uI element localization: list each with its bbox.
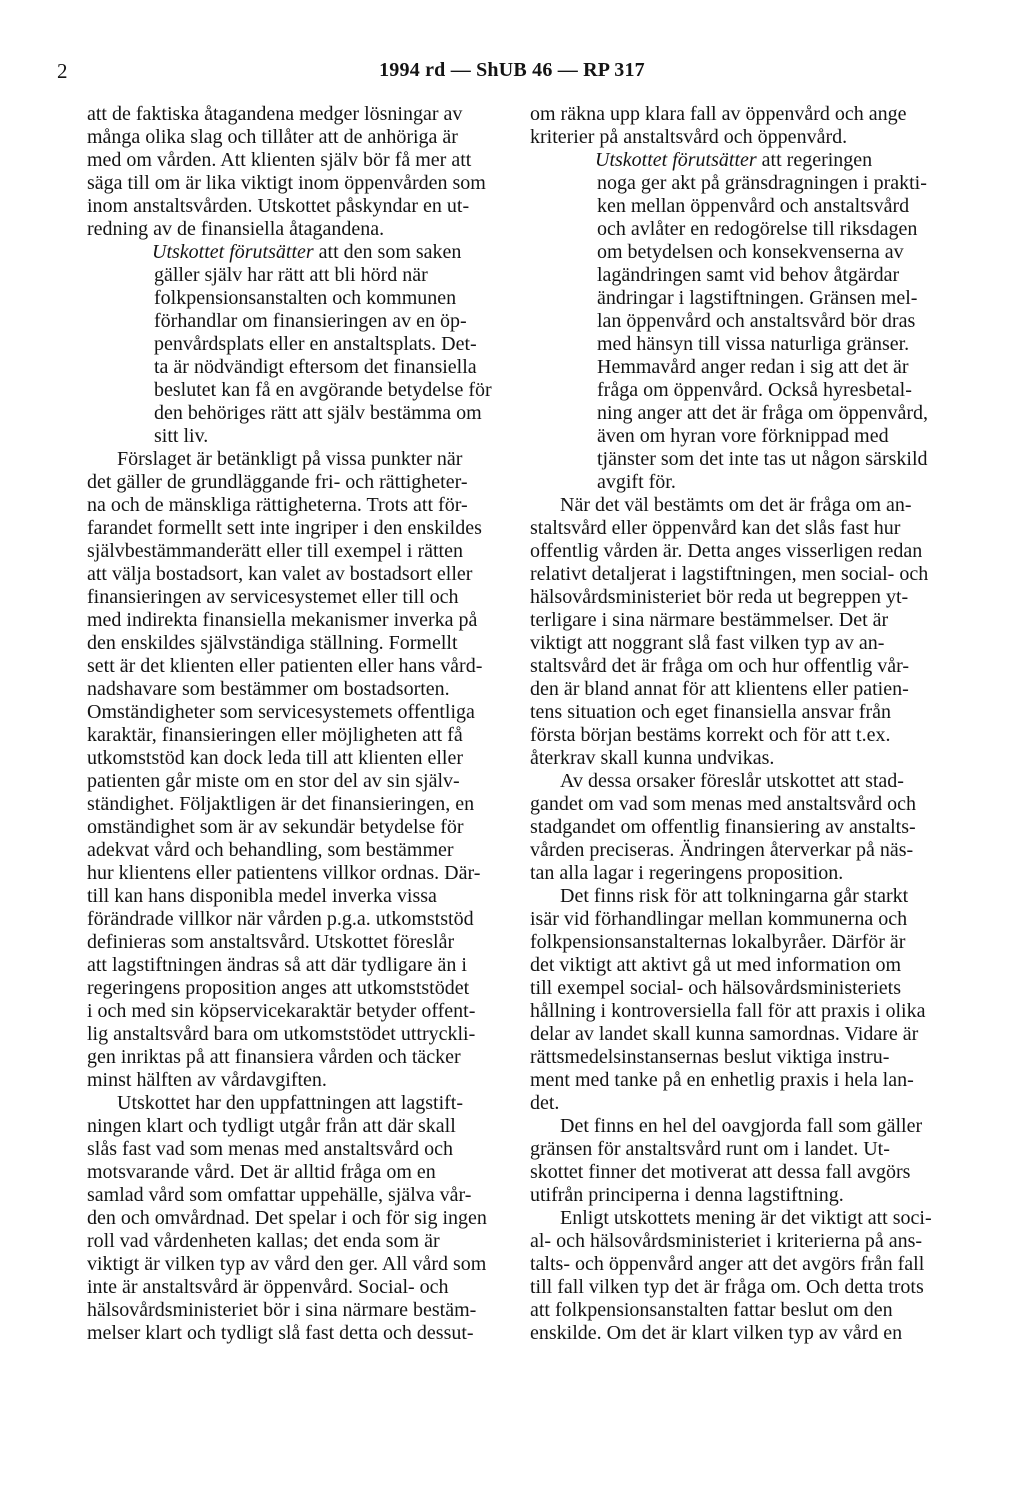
page-number: 2 (57, 59, 68, 83)
text-line: hälsovårdsministeriet bör reda ut begreppen yt- (530, 586, 909, 608)
text-line: na och de mänskliga rättigheterna. Trots att för- (87, 494, 468, 516)
text-line: sitt liv. (154, 425, 209, 447)
text-line: det viktigt att aktivt gå ut med information om (530, 954, 902, 976)
text-line: Hemmavård anger redan i sig att det är (597, 356, 909, 378)
text-line: melser klart och tydligt slå fast detta och dessut- (87, 1322, 474, 1344)
text-line-rest: att regeringen (756, 149, 873, 171)
text-line: Förslaget är betänkligt på vissa punkter när (117, 448, 463, 470)
text-line: ken mellan öppenvård och anstaltsvård (597, 195, 910, 217)
text-line: den behöriges rätt att själv bestämma om (154, 402, 482, 424)
text-line: ändringar i lagstiftningen. Gränsen mel- (597, 287, 918, 309)
text-line: lagändringen samt vid behov åtgärdar (597, 264, 900, 286)
text-line: rättsmedelsinstansernas beslut viktiga instru- (530, 1046, 890, 1068)
text-line: roll vad vårdenheten kallas; det enda som är (87, 1230, 440, 1252)
text-line: förändrade villkor när vården p.g.a. utkomststöd (87, 908, 474, 930)
text-line: beslutet kan få en avgörande betydelse för (154, 379, 492, 401)
text-line: gandet om vad som menas med anstaltsvård och (530, 793, 917, 815)
text-line: vården preciseras. Ändringen återverkar på näs- (530, 839, 914, 861)
text-line: fråga om öppenvård. Också hyresbetal- (597, 379, 912, 401)
text-line: att de faktiska åtagandena medger lösningar av (87, 103, 463, 125)
text-line: utkomststöd kan dock leda till att klienten eller (87, 747, 464, 769)
text-line: nadshavare som bestämmer om bostadsorten. (87, 678, 450, 700)
text-line: omständighet som är av sekundär betydelse för (87, 816, 464, 838)
right-column (530, 103, 981, 1345)
italic-lead: Utskottet förutsätter (595, 149, 757, 171)
text-line: lig anstaltsvård bara om utkomststödet uttryckli- (87, 1023, 476, 1045)
text-line: om betydelsen och konsekvenserna av (597, 241, 904, 263)
text-line: ment med tanke på en enhetlig praxis i hela lan- (530, 1069, 914, 1091)
text-line: redning av de finansiella åtagandena. (87, 218, 385, 240)
text-line: avgift för. (597, 471, 676, 493)
text-line: och avlåter en redogörelse till riksdagen (597, 218, 918, 240)
text-line: gen inriktas på att finansiera vården och täcker (87, 1046, 461, 1068)
text-line: Enligt utskottets mening är det viktigt att soci- (560, 1207, 932, 1229)
text-line: även om hyran vore förknippad med (597, 425, 889, 447)
text-line: stadgandet om offentlig finansiering av anstalts- (530, 816, 916, 838)
text-line: med om vården. Att klienten själv bör få mer att (87, 149, 472, 171)
text-line: förhandlar om finansieringen av en öp- (154, 310, 467, 332)
text-line: med indirekta finansiella mekanismer inverka på (87, 609, 478, 631)
text-line: staltsvård det är fråga om och hur offentlig vår- (530, 655, 910, 677)
text-line: gränsen för anstaltsvård runt om i landet. Ut- (530, 1138, 890, 1160)
text-line: första början bestäms korrekt och för att t.ex. (530, 724, 891, 746)
text-line: al- och hälsovårdsministeriet i kriterierna på ans- (530, 1230, 923, 1252)
text-line: isär vid förhandlingar mellan kommunerna och (530, 908, 908, 930)
text-line: om räkna upp klara fall av öppenvård och ange (530, 103, 907, 125)
text-line: det gäller de grundläggande fri- och rättigheter- (87, 471, 468, 493)
text-line: att folkpensionsanstalten fattar beslut om den (530, 1299, 893, 1321)
text-line (87, 241, 499, 264)
text-line: ständighet. Följaktligen är det finansieringen, en (87, 793, 475, 815)
text-line: relativt detaljerat i lagstiftningen, men social- och (530, 563, 929, 585)
text-line: hållning i kontroversiella fall för att praxis i olika (530, 1000, 926, 1022)
text-line: Omständigheter som servicesystemets offentliga (87, 701, 475, 723)
text-line: tjänster som det inte tas ut någon särskild (597, 448, 928, 470)
text-line: den enskildes självständiga ställning. Formellt (87, 632, 458, 654)
text-line: Det finns en hel del oavgjorda fall som gäller (560, 1115, 923, 1137)
text-line: definieras som anstaltsvård. Utskottet föreslår (87, 931, 455, 953)
text-line: folkpensionsanstalternas lokalbyråer. Därför är (530, 931, 906, 953)
italic-lead: Utskottet förutsätter (152, 241, 314, 263)
text-line: sett är det klienten eller patienten eller hans vård- (87, 655, 483, 677)
text-line: staltsvård eller öppenvård kan det slås fast hur (530, 517, 901, 539)
text-line: samlad vård som omfattar uppehälle, själva vår- (87, 1184, 472, 1206)
text-line: till fall vilken typ det är fråga om. Och detta trots (530, 1276, 924, 1298)
text-line: enskilde. Om det är klart vilken typ av vård en (530, 1322, 903, 1344)
text-line: i och med sin köpservicekaraktär betyder offent- (87, 1000, 476, 1022)
text-line: det. (530, 1092, 560, 1114)
text-line: att lagstiftningen ändras så att där tydligare än i (87, 954, 467, 976)
text-line: ta är nödvändigt eftersom det finansiella (154, 356, 477, 378)
text-line: till kan hans disponibla medel inverka vissa (87, 885, 437, 907)
text-line: adekvat vård och behandling, som bestämmer (87, 839, 454, 861)
text-line: ning anger att det är fråga om öppenvård, (597, 402, 928, 424)
left-column (87, 103, 499, 1345)
text-line: Det finns risk för att tolkningarna går starkt (560, 885, 909, 907)
text-line: noga ger akt på gränsdragningen i prakti- (597, 172, 927, 194)
text-line: folkpensionsanstalten och kommunen (154, 287, 457, 309)
text-line: terligare i sina närmare bestämmelser. Det är (530, 609, 889, 631)
text-line: utifrån principerna i denna lagstiftning. (530, 1184, 844, 1206)
text-line: inte är anstaltsvård är öppenvård. Social- och (87, 1276, 449, 1298)
text-line: skottet finner det motiverat att dessa fall avgörs (530, 1161, 911, 1183)
text-line: hur klientens eller patientens villkor ordnas. Där- (87, 862, 481, 884)
text-line: motsvarande vård. Det är alltid fråga om en (87, 1161, 436, 1183)
text-line: Av dessa orsaker föreslår utskottet att stad- (560, 770, 904, 792)
text-line: patienten går miste om en stor del av sin själv- (87, 770, 460, 792)
text-line: farandet formellt sett inte ingriper i den enskildes (87, 517, 482, 539)
text-line (530, 149, 981, 172)
text-line: kriterier på anstaltsvård och öppenvård. (530, 126, 848, 148)
text-line: slås fast vad som menas med anstaltsvård och (87, 1138, 454, 1160)
text-line: karaktär, finansieringen eller möjligheten att få (87, 724, 463, 746)
text-line: att välja bostadsort, kan valet av bostadsort eller (87, 563, 473, 585)
text-line: den och omvårdnad. Det spelar i och för sig ingen (87, 1207, 487, 1229)
text-line-rest: att den som saken (313, 241, 462, 263)
text-line: säga till om är lika viktigt inom öppenvården som (87, 172, 486, 194)
text-line: ningen klart och tydligt utgår från att där skall (87, 1115, 456, 1137)
text-line: talts- och öppenvård anger att det avgörs från fall (530, 1253, 925, 1275)
text-line: hälsovårdsministeriet bör i sina närmare bestäm- (87, 1299, 477, 1321)
text-line: tens situation och eget finansiella ansvar från (530, 701, 891, 723)
text-line: många olika slag och tillåter att de anhöriga är (87, 126, 458, 148)
text-line: penvårdsplats eller en anstaltsplats. Det- (154, 333, 477, 355)
text-line: offentlig vården är. Detta anges visserligen redan (530, 540, 923, 562)
text-line: den är bland annat för att klientens eller patien- (530, 678, 909, 700)
text-line: gäller själv har rätt att bli hörd när (154, 264, 428, 286)
text-line: Utskottet har den uppfattningen att lagstift- (117, 1092, 464, 1114)
text-line: minst hälften av vårdavgiften. (87, 1069, 327, 1091)
running-head: 1994 rd — ShUB 46 — RP 317 (379, 59, 645, 81)
text-line: inom anstaltsvården. Utskottet påskyndar en ut- (87, 195, 470, 217)
text-line: tan alla lagar i regeringens proposition. (530, 862, 844, 884)
text-line: lan öppenvård och anstaltsvård bör dras (597, 310, 916, 332)
text-line: återkrav skall kunna undvikas. (530, 747, 775, 769)
text-line: viktigt att noggrant slå fast vilken typ av an- (530, 632, 885, 654)
text-line: finansieringen av servicesystemet eller till och (87, 586, 459, 608)
text-line: med hänsyn till vissa naturliga gränser. (597, 333, 910, 355)
text-line: När det väl bestämts om det är fråga om an- (560, 494, 912, 516)
text-line: självbestämmanderätt eller till exempel i rätten (87, 540, 463, 562)
text-line: delar av landet skall kunna samordnas. Vidare är (530, 1023, 919, 1045)
text-line: viktigt är vilken typ av vård den ger. All vård som (87, 1253, 487, 1275)
text-line: till exempel social- och hälsovårdsministeriets (530, 977, 902, 999)
text-line: regeringens proposition anges att utkomststödet (87, 977, 470, 999)
